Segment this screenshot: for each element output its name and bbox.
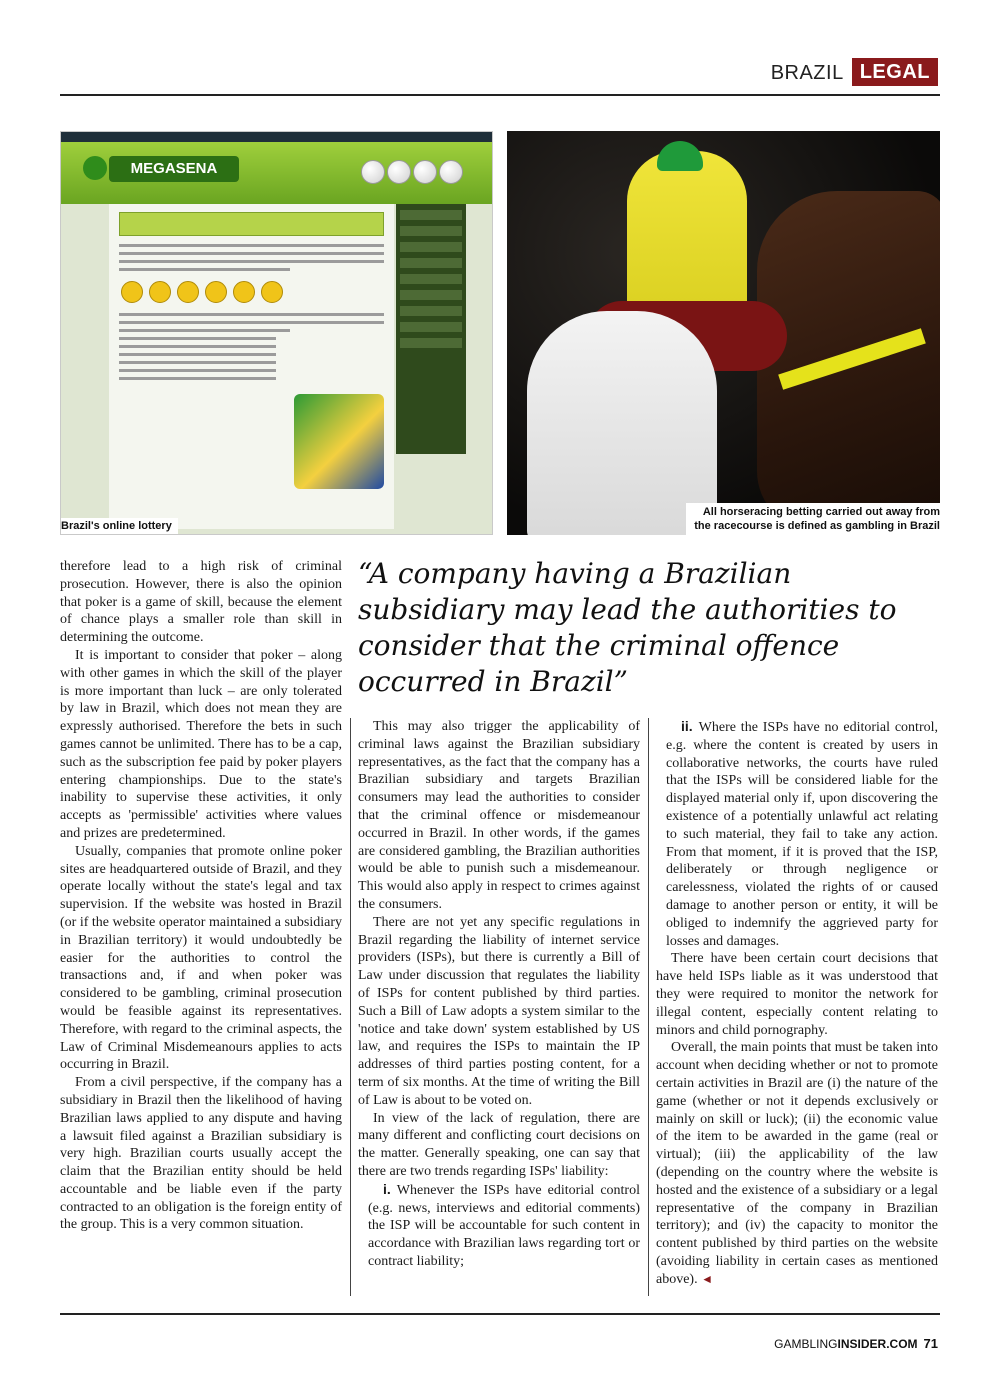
result-balls <box>121 281 382 303</box>
article-column-1 <box>60 558 342 1234</box>
horseracing-photo <box>507 131 940 535</box>
section-tag <box>771 58 938 86</box>
website-logo: MEGASENA <box>109 156 239 182</box>
page-number: 71 <box>923 1336 938 1351</box>
footer <box>774 1336 938 1351</box>
jockey-cap-shape <box>657 141 703 171</box>
top-rule <box>60 94 940 96</box>
list-marker: i. <box>383 1180 391 1197</box>
paragraph: There have been certain court decisions that have held ISPs liable as it was understood that they were required to monitor the network for illegal content, especially content relating to minors and child pornography. <box>656 951 938 1038</box>
lottery-ball-icon <box>387 160 411 184</box>
clover-icon <box>83 156 107 180</box>
paragraph: Usually, companies that promote online poker sites are headquartered outside of Brazil, and they operate locally without the state's legal and tax supervision. If the website was hosted in Brazil (or if the website operator maintained a subsidiary in Brazilian territory) it would undoubtedly be easier for the authorities to control the transactions and, if and when poker was considered to be gambling, criminal prosecution would be feasible against its representatives. Therefore, with regard to the criminal aspects, the Law of Criminal Misdemeanours applies to acts occurring in Brazil. <box>60 843 342 1073</box>
list-marker: ii. <box>681 718 693 734</box>
photo-caption: Brazil's online lottery <box>61 518 178 534</box>
website-nav-bar <box>61 132 492 142</box>
website-content <box>109 204 394 529</box>
footer-brand: INSIDER.COM <box>837 1337 918 1351</box>
paragraph: From a civil perspective, if the company has a subsidiary in Brazil then the likelihood of having Brazilian laws applied to any dispute and having a lawsuit filed against a Brazilian subsidiary is very high. Brazilian courts usually accept the claim that the Brazilian entity should be held accountable and be liable even if the party contracted to an obligation is the foreign entity of the group. This is a very common situation. <box>60 1075 342 1233</box>
end-mark-icon: ◄ <box>701 1271 713 1286</box>
promo-image <box>294 394 384 489</box>
paragraph: In view of the lack of regulation, there are many different and conflicting court decisions on the matter. Generally speaking, one can say that there are two trends regarding ISPs' liability: <box>358 1110 640 1179</box>
paragraph: Overall, the main points that must be taken into account when deciding whether or not to promote certain activities in Brazil are (i) the nature of the game (whether or not it depends exclusively or mainly on skill or luck); (ii) the economic value of the item to be awarded in the game (real or virtual); (iii) the applicability of the law (depending on the country where the website is hosted and the existence of a subsidiary or a legal representative of the company in Brazilian territory); and (iv) the capacity to monitor the content published by third parties on the website (avoiding liability in certain cases as mentioned above). ◄ <box>656 1040 938 1287</box>
website-header <box>61 142 492 204</box>
column-divider <box>350 718 351 1296</box>
website-screenshot-photo <box>60 131 493 535</box>
website-sidebar <box>396 204 466 454</box>
section-country: BRAZIL <box>770 62 844 84</box>
lottery-ball-icon <box>413 160 437 184</box>
lottery-ball-icon <box>439 160 463 184</box>
photo-caption: All horseracing betting carried out away from the racecourse is defined as gambling in Brazil <box>686 503 940 535</box>
lottery-ball-icon <box>361 160 385 184</box>
section-label: LEGAL <box>852 58 938 86</box>
column-divider <box>648 718 649 1296</box>
list-item: ii. Where the ISPs have no editorial control, e.g. where the content is created by users in collaborative networks, the courts have ruled that the ISPs will be considered liable for the displayed material only if, upon discovering the existence of a potentially unlawful act relating to such material, they fail to take any action. From that moment, if it is proved that the ISP, deliberately or through negligence or carelessness, violated the rights of or caused damage to another person or entity, it will be obliged to indemnify the aggrieved party for losses and damages. <box>666 718 938 949</box>
paragraph: therefore lead to a high risk of criminal prosecution. However, there is also the opinion that poker is a game of skill, because the element of chance plays a smaller role than skill in determining the outcome. <box>60 559 342 646</box>
pull-quote: “A company having a Brazilian subsidiary may lead the authorities to consider that the criminal offence occurred in Brazil” <box>358 557 897 698</box>
groom-shape <box>527 311 717 535</box>
bottom-rule <box>60 1313 940 1315</box>
paragraph: There are not yet any specific regulations in Brazil regarding the liability of internet service providers (ISPs), but there is currently a Bill of Law under discussion that regulates the liability of ISPs for content published by third parties. Such a Bill of Law adopts a system similar to the 'notice and take down' system established by US law, and requires the ISPs to maintain the IP addresses of third parties posting content, for a term of six months. At the time of writing the Bill of Law is about to be voted on. <box>358 914 640 1108</box>
article-column-3 <box>656 718 938 1289</box>
list-item: i. Whenever the ISPs have editorial control (e.g. news, interviews and editorial comments) the ISP will be accountable for such content in accordance with Brazilian laws regarding tort or contract liability; <box>368 1180 640 1269</box>
article-column-2 <box>358 718 640 1271</box>
paragraph: This may also trigger the applicability of criminal laws against the Brazilian subsidiary representatives, as the fact that the company has a Brazilian subsidiary and targets Brazilian consumers may lead the authorities to consider that the criminal offence or misdemeanour occurred in Brazil. In other words, if the games are considered gambling, the Brazilian authorities would be able to punish such a misdemeanour. This would also apply in respect to crimes against the consumers. <box>358 719 640 912</box>
footer-brand-prefix: GAMBLING <box>774 1337 838 1351</box>
paragraph: It is important to consider that poker – along with other games in which the skill of the player is more important than luck – are only tolerated by law in Brazil, which does not mean they are expressly authorised. Therefore the bets in such games cannot be unlimited. There has to be a cap, such as the subscription fee paid by poker players entering championships. Due to the state's inability to supervise these activities, it only accepts as 'permissible' activities where values and prizes are predetermined. <box>60 647 342 841</box>
website-banner <box>119 212 384 236</box>
